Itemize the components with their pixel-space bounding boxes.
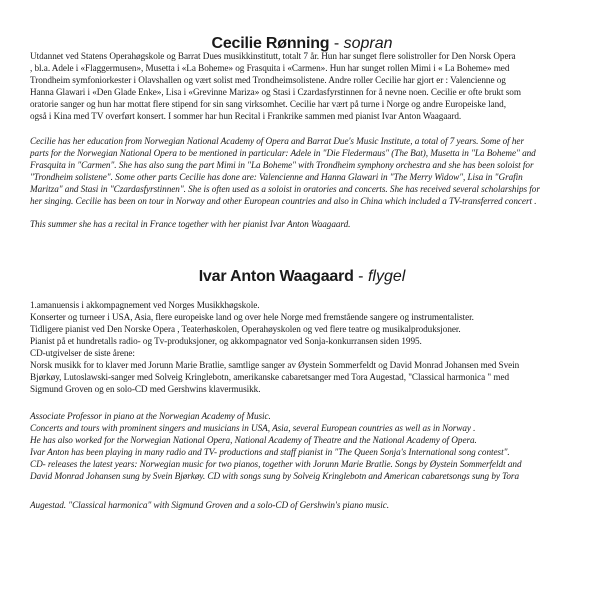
text-line: "Trondheim solistene". Some other parts Cecilie has done are: Valencienne and Hanna Glawari in "The Merry Widow", Lisa in "Grafin (30, 172, 523, 182)
text-line: Ivar Anton has been playing in many radio and TV- productions and staff pianist in "The Queen Sonja's International song contest". (30, 447, 510, 457)
text-line: Associate Professor in piano at the Norwegian Academy of Music. (30, 411, 271, 421)
pianist-heading (0, 267, 604, 287)
text-line: Augestad. "Classical harmonica" with Sigmund Groven and a solo-CD of Gershwin's piano music. (30, 500, 389, 510)
text-line: Maritza" and Stasi in "Czardasfyrstinnen". She is often used as a soloist in oratories and concerts. She has received several scholarships for (30, 184, 540, 194)
text-line: Trondheim symfoniorkester i Olavshallen og vært solist med Trondheimsolistene. Andre roller Cecilie har gjort er : Valencienne og (30, 75, 506, 85)
text-line: Pianist på et hundretalls radio- og Tv-produksjoner, og akkompagnator ved Sonja-konkurransen siden 1995. (30, 336, 422, 346)
singer-bio-english-extra (30, 218, 590, 230)
text-line: oratorie sanger og hun har mottat flere stipend for sin sang virksomhet. Cecilie har vært på turne i Norge og andre Europeiske land, (30, 99, 506, 109)
text-line: CD-utgivelser de siste årene: (30, 348, 135, 358)
text-line: Hanna Glawari i «Den Glade Enke», Lisa i «Grevinne Mariza» og Stasi i Czardasfyrstinnen for å nevne noen. Cecilie er ofte brukt som (30, 87, 521, 97)
text-line: også i Kina med TV overført konsert. I sommer har hun Recital i Frankrike sammen med pianist Ivar Anton Waagaard. (30, 111, 462, 121)
text-line: CD- releases the latest years: Norwegian music for two pianos, together with Jorunn Marie Bratlie. Songs by Øystein Sommerfeldt and (30, 459, 522, 469)
text-line: 1.amanuensis i akkompagnement ved Norges Musikkhøgskole. (30, 300, 260, 310)
text-line: Frasquita in "Carmen". She has also sung the part Mimi in "La Boheme" with Trondheim symphony orchestra and she has been soloist for (30, 160, 534, 170)
text-line: Tidligere pianist ved Den Norske Opera , Teaterhøskolen, Operahøyskolen og ved flere teatre og musikalproduksjoner. (30, 324, 461, 334)
pianist-name: Ivar Anton Waagaard (198, 268, 354, 285)
pianist-separator: - (353, 268, 368, 285)
text-line: David Monrad Johansen sung by Svein Bjørkøy. CD with songs sung by Solveig Kringlebotn and American cabaretsongs sung by Tora (30, 471, 519, 481)
text-line: her singing. Cecilie has been on tour in Norway and other European countries and also in China which included a TV-transferred concert . (30, 196, 537, 206)
singer-separator: - (329, 35, 344, 52)
pianist-bio-norwegian (30, 299, 590, 395)
pianist-role: flygel (367, 268, 406, 285)
text-line: Cecilie has her education from Norwegian National Academy of Opera and Barrat Due's Music Institute, a total of 7 years. Some of her (30, 136, 524, 146)
text-line: Bjørkøy, Lutoslawski-sanger med Solveig Kringlebotn, amerikanske cabaretsanger med Tora Augestad, "Classical harmonica " med (30, 372, 510, 382)
text-line: Concerts and tours with prominent singers and musicians in USA, Asia, several European countries as well as in Norway . (30, 423, 476, 433)
text-line: Utdannet ved Statens Operahøgskole og Barrat Dues musikkinstitutt, totalt 7 år. Hun har sunget flere solistroller for Den Norsk Opera (30, 51, 516, 61)
singer-bio-norwegian (30, 50, 590, 122)
pianist-bio-english (30, 410, 590, 482)
text-line: parts for the Norwegian National Opera to be mentioned in particular: Adele in "Die Fledermaus" (The Bat), Musetta in "La Boheme" and (30, 148, 536, 158)
text-line: He has also worked for the Norwegian National Opera, National Academy of Theatre and the National Academy of Opera. (30, 435, 477, 445)
singer-name: Cecilie Rønning (211, 35, 330, 52)
singer-bio-english (30, 135, 590, 207)
text-line: Konserter og turneer i USA, Asia, flere europeiske land og over hele Norge med fremstående sangere og instrumentalister. (30, 312, 474, 322)
text-line: , bl.a. Adele i «Flaggermusen», Musetta i «La Boheme» og Frasquita i «Carmen». Hun har sunget rollen Mimi i « La Boheme» med (30, 63, 510, 73)
singer-role: sopran (343, 35, 393, 52)
text-line: This summer she has a recital in France together with her pianist Ivar Anton Waagaard. (30, 219, 351, 229)
text-line: Norsk musikk for to klaver med Jorunn Marie Bratlie, samtlige sanger av Øystein Sommerfeldt og David Monrad Johansen med Svein (30, 360, 520, 370)
pianist-bio-english-extra (30, 499, 590, 511)
text-line: Sigmund Groven og en solo-CD med Gershwins klavermusikk. (30, 384, 261, 394)
